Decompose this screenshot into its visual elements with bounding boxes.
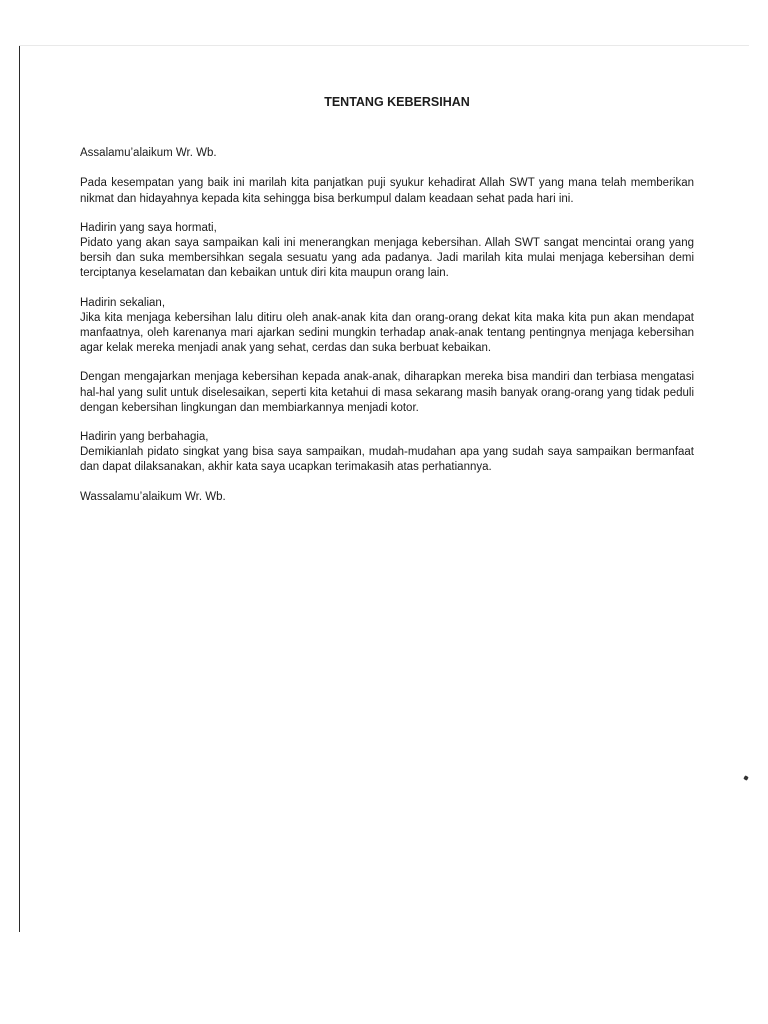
page-top-edge: [19, 45, 749, 46]
document-title: [80, 95, 694, 110]
paragraph-opening: Pada kesempatan yang baik ini marilah kita panjatkan puji syukur kehadirat Allah SWT yang mana telah memberikan nikmat dan hidayahnya kepada kita sehingga bisa berkumpul dalam keadaan sehat pada hari ini.: [80, 177, 694, 205]
paragraph-conclusion: Demikianlah pidato singkat yang bisa saya sampaikan, mudah-mudahan apa yang sudah saya sampaikan bermanfaat dan dapat dilaksanakan, akhir kata saya ucapkan terimakasih atas perhatiannya.: [80, 446, 694, 474]
address-line-happy: Hadirin yang berbahagia,: [80, 431, 209, 444]
opening-greeting: Assalamu’alaikum Wr. Wb.: [80, 147, 217, 160]
document-body: [80, 95, 694, 519]
page-left-edge: [19, 45, 20, 932]
document-title-text: TENTANG KEBERSIHAN: [324, 95, 470, 109]
address-line-all: Hadirin sekalian,: [80, 296, 166, 309]
scan-speck: [743, 775, 748, 780]
paragraph-teaching: Dengan mengajarkan menjaga kebersihan kepada anak-anak, diharapkan mereka bisa mandiri dan terbiasa mengatasi hal-hal yang sulit untuk diselesaikan, seperti kita ketahui di masa sekarang masih banyak orang-orang yang tidak peduli dengan kebersihan lingkungan dan membiarkannya menjadi kotor.: [80, 371, 694, 414]
closing-greeting: Wassalamu’alaikum Wr. Wb.: [80, 490, 226, 503]
address-line-respected: Hadirin yang saya hormati,: [80, 221, 217, 234]
paragraph-children: Jika kita menjaga kebersihan lalu ditiru oleh anak-anak kita dan orang-orang dekat kita maka kita pun akan mendapat manfaatnya, oleh karenanya mari ajarkan sedini mungkin terhadap anak-anak tentang pentingnya menjaga kebersihan agar kelak mereka menjadi anak yang sehat, cerdas dan suka berbuat kebaikan.: [80, 311, 694, 355]
paragraph-topic: Pidato yang akan saya sampaikan kali ini menerangkan menjaga kebersihan. Allah SWT sangat mencintai orang yang bersih dan suka membersihkan segala sesuatu yang ada padanya. Jadi marilah kita mulai menjaga kebersihan demi terciptanya keselamatan dan kebaikan untuk diri kita maupun orang lain.: [80, 237, 694, 280]
